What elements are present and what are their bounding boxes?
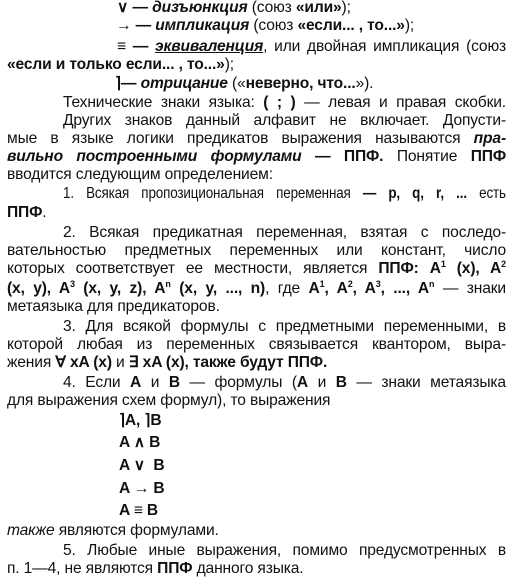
text-line: → — импликация (союз «если... , то...»); <box>116 17 415 34</box>
text-line: мые в языке логики предикатов выражения называются пра- <box>7 130 506 147</box>
text-line: вательностью предметных переменных или констант, число <box>7 242 506 259</box>
text-line: «если и только если... , то...»); <box>7 56 234 73</box>
formula-line: A → B <box>119 480 165 497</box>
formula-line: ⌉A, ⌉B <box>119 412 162 429</box>
formula-line: A ≡ B <box>119 502 158 519</box>
formula-line: A ∨ B <box>119 457 165 474</box>
text-line: жения ∀ xA (x) и ∃ xA (x), также будут ППФ. <box>7 354 328 371</box>
text-line: также являются формулами. <box>7 522 219 539</box>
text-line: ⌉— отрицание («неверно, что...»). <box>115 75 374 92</box>
text-line: 2. Всякая предикатная переменная, взятая с последо- <box>63 224 506 241</box>
text-line: метаязыка для предикаторов. <box>7 298 220 315</box>
text-line: ∨ — дизъюнкция (союз «или»); <box>117 0 351 16</box>
text-line: которой любая из переменных связывается квантором, выра- <box>7 336 506 353</box>
text-line: 4. Если A и B — формулы (A и B — знаки метаязыка <box>63 374 506 391</box>
text-line: Других знаков данный алфавит не включает. Допусти- <box>63 112 506 129</box>
text-line: которых соответствует ее местности, является ППФ: $A^1$ (x), $A^2$ <box>7 259 506 277</box>
text-line: (x, y), $A^3$ (x, y, z), $A^n$ (x, y, ..., n), где $A^1$, $A^2$, $A^3$, ..., $A^n$ — знаки <box>7 279 506 297</box>
text-line: ≡ — эквиваленция, или двойная импликация (союз <box>117 38 507 55</box>
text-line: 1. Всякая пропозициональная переменная — p, q, r, ... есть <box>63 185 506 202</box>
text-line: для выражения схем формул), то выражения <box>7 392 331 409</box>
text-line: 5. Любые иные выражения, помимо предусмотренных в <box>63 542 506 559</box>
text-line: ППФ. <box>7 204 47 221</box>
formula-line: A ∧ B <box>119 434 161 451</box>
text-line: вводится следующим определением: <box>7 166 273 183</box>
text-line: 3. Для всякой формулы с предметными переменными, в <box>63 318 506 335</box>
text-line: вильно построенными формулами — ППФ. Понятие ППФ <box>7 148 506 165</box>
text-line: Технические знаки языка: ( ; ) — левая и правая скобки. <box>63 94 506 111</box>
text-line: п. 1—4, не являются ППФ данного языка. <box>7 560 304 577</box>
